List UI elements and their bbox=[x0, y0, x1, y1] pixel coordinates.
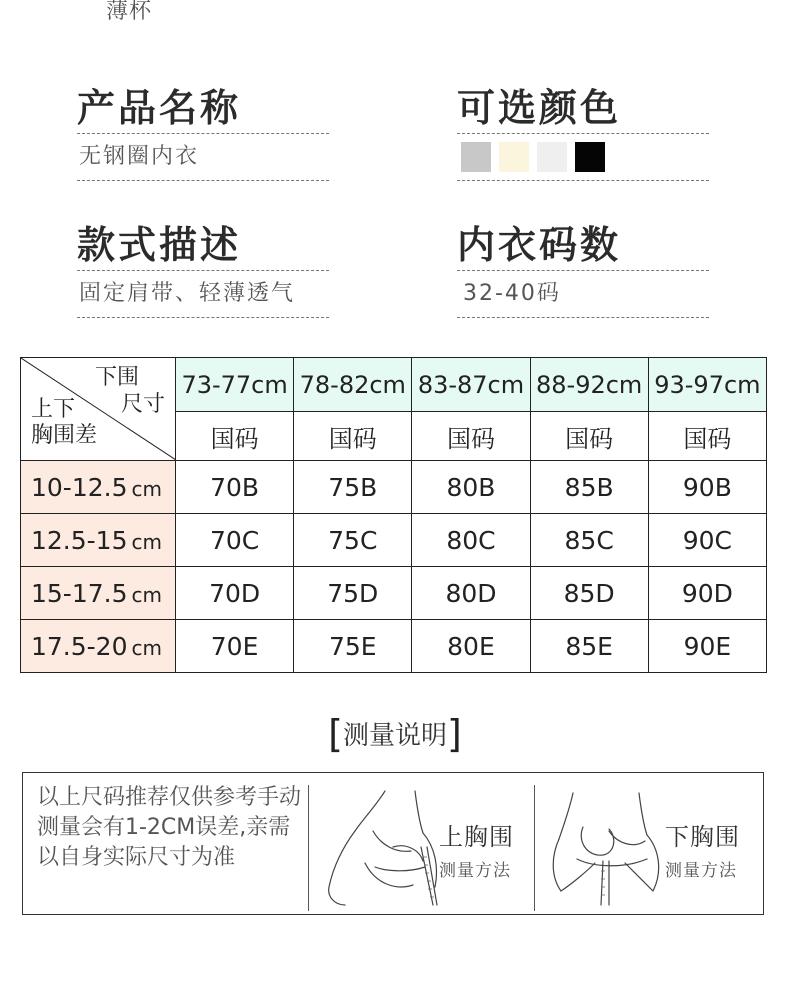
size-cell: 70D bbox=[176, 567, 294, 620]
column-header: 93-97cm bbox=[648, 358, 766, 412]
divider bbox=[308, 785, 309, 911]
measure-title-text: 测量说明 bbox=[342, 721, 447, 751]
size-cell: 90C bbox=[648, 514, 766, 567]
style-title: 款式描述 bbox=[77, 223, 242, 267]
size-cell: 85C bbox=[530, 514, 648, 567]
size-cell: 75E bbox=[294, 620, 412, 673]
size-cell: 70E bbox=[176, 620, 294, 673]
size-cell: 80D bbox=[412, 567, 530, 620]
size-title: 内衣码数 bbox=[457, 223, 622, 267]
colors-block bbox=[457, 88, 709, 181]
bust-diff-unit: cm bbox=[131, 635, 162, 660]
size-cell: 75D bbox=[294, 567, 412, 620]
table-row bbox=[21, 461, 767, 514]
divider bbox=[77, 180, 329, 181]
guoma-label: 国码 bbox=[412, 412, 530, 461]
corner-header-cell bbox=[21, 358, 176, 461]
corner-label-under: 下围 bbox=[95, 365, 140, 390]
product-name-value: 无钢圈内衣 bbox=[79, 144, 200, 169]
size-cell: 75B bbox=[294, 461, 412, 514]
product-name-title: 产品名称 bbox=[77, 86, 242, 130]
color-swatches bbox=[457, 134, 709, 180]
upper-bust-label bbox=[439, 817, 514, 881]
bust-diff-unit: cm bbox=[131, 529, 162, 554]
bust-diff-cell bbox=[21, 620, 176, 673]
size-cell: 85D bbox=[530, 567, 648, 620]
bust-diff-cell bbox=[21, 461, 176, 514]
size-cell: 70C bbox=[176, 514, 294, 567]
column-header: 83-87cm bbox=[412, 358, 530, 412]
lower-bust-title: 下胸围 bbox=[665, 823, 740, 851]
upper-bust-sub: 测量方法 bbox=[439, 861, 511, 881]
divider bbox=[534, 785, 535, 911]
size-cell: 85E bbox=[530, 620, 648, 673]
size-chart-table bbox=[20, 357, 767, 673]
bust-diff-unit: cm bbox=[131, 476, 162, 501]
table-row bbox=[21, 620, 767, 673]
guoma-label: 国码 bbox=[530, 412, 648, 461]
lower-bust-illustration bbox=[543, 787, 673, 911]
measure-section-title bbox=[0, 712, 790, 756]
product-name-block bbox=[77, 88, 329, 181]
size-cell: 70B bbox=[176, 461, 294, 514]
table-row bbox=[21, 567, 767, 620]
guoma-label: 国码 bbox=[648, 412, 766, 461]
color-swatch-black[interactable] bbox=[575, 142, 605, 172]
bust-diff-value: 17.5-20 bbox=[31, 631, 128, 661]
guoma-label: 国码 bbox=[294, 412, 412, 461]
bracket-close: ] bbox=[447, 712, 462, 756]
size-cell: 90B bbox=[648, 461, 766, 514]
measure-box bbox=[22, 772, 764, 915]
column-header: 73-77cm bbox=[176, 358, 294, 412]
divider bbox=[457, 317, 709, 318]
size-cell: 90D bbox=[648, 567, 766, 620]
bracket-open: [ bbox=[328, 712, 343, 756]
corner-label-updown: 上下 bbox=[31, 397, 76, 422]
bust-diff-unit: cm bbox=[131, 582, 162, 607]
divider bbox=[457, 180, 709, 181]
bust-diff-cell bbox=[21, 514, 176, 567]
size-cell: 75C bbox=[294, 514, 412, 567]
corner-label-diff: 胸围差 bbox=[31, 423, 98, 448]
bust-diff-value: 10-12.5 bbox=[31, 472, 128, 502]
color-swatch-white[interactable] bbox=[537, 142, 567, 172]
size-cell: 90E bbox=[648, 620, 766, 673]
lower-bust-sub: 测量方法 bbox=[665, 861, 737, 881]
style-value: 固定肩带、轻薄透气 bbox=[79, 281, 296, 306]
guoma-label: 国码 bbox=[176, 412, 294, 461]
size-value: 32-40码 bbox=[463, 281, 561, 306]
corner-label-size: 尺寸 bbox=[121, 392, 166, 417]
divider bbox=[77, 317, 329, 318]
lower-bust-label bbox=[665, 817, 740, 881]
size-cell: 80C bbox=[412, 514, 530, 567]
column-header: 88-92cm bbox=[530, 358, 648, 412]
bust-diff-cell bbox=[21, 567, 176, 620]
style-block bbox=[77, 225, 329, 318]
bust-diff-value: 12.5-15 bbox=[31, 525, 128, 555]
upper-bust-illustration bbox=[315, 787, 445, 911]
top-caption: 薄杯 bbox=[106, 0, 153, 24]
size-cell: 85B bbox=[530, 461, 648, 514]
colors-title: 可选颜色 bbox=[457, 86, 622, 130]
size-block bbox=[457, 225, 709, 318]
table-row bbox=[21, 514, 767, 567]
measure-note: 以上尺码推荐仅供参考手动测量会有1-2CM误差,亲需以自身实际尺寸为准 bbox=[37, 785, 302, 870]
bust-diff-value: 15-17.5 bbox=[31, 578, 128, 608]
color-swatch-cream[interactable] bbox=[499, 142, 529, 172]
color-swatch-gray[interactable] bbox=[461, 142, 491, 172]
size-cell: 80B bbox=[412, 461, 530, 514]
size-cell: 80E bbox=[412, 620, 530, 673]
upper-bust-title: 上胸围 bbox=[439, 823, 514, 851]
column-header: 78-82cm bbox=[294, 358, 412, 412]
